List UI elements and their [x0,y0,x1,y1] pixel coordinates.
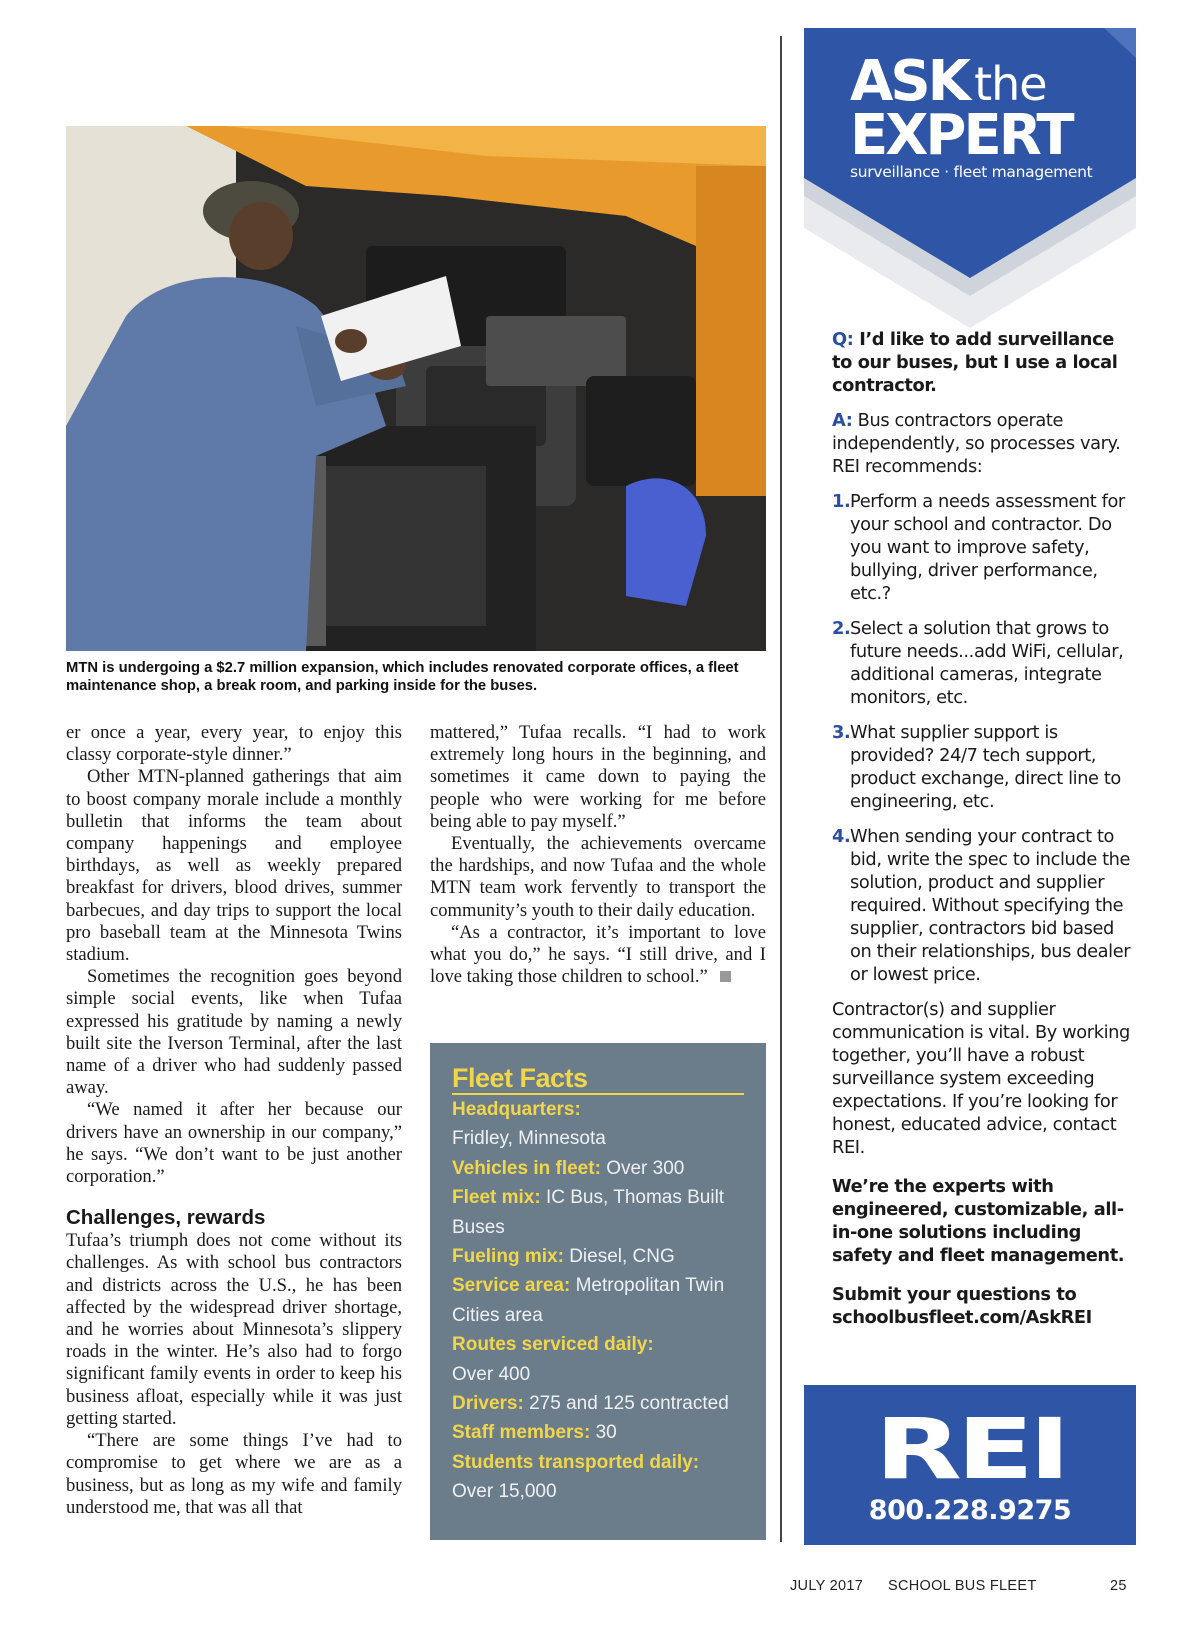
rei-phone-number: 800.228.9275 [868,1495,1072,1526]
rei-logo: REI [874,1400,1066,1498]
footer-publication: SCHOOL BUS FLEET [888,1578,1037,1594]
question-text: I’d like to add surveillance to our buses, but I use a local contractor. [832,329,1118,396]
tagline: We’re the experts with engineered, customizable, all-in-one solutions including safety and fleet management. [832,1176,1125,1266]
recommendation-text: When sending your contract to bid, write the spec to include the solution, product and supplier required. Without specifying the supplier, contractors bid based on their relationships, bus dealer or lowest price. [850,826,1131,985]
recommendation-text: Perform a needs assessment for your school and contractor. Do you want to improve safety, bullying, driver performance, etc.? [850,491,1125,604]
recommendation-number: 3. [832,722,851,743]
recommendation-item [832,825,1132,986]
question [832,328,1132,397]
fleet-fact-item [452,1183,744,1242]
column-divider [780,36,782,1542]
fleet-fact-value: 275 and 125 contracted [529,1393,729,1415]
fleet-fact-label: Staff members: [452,1422,591,1444]
fleet-fact-label: Routes serviced daily: [452,1334,654,1356]
mechanic-photo [66,126,766,651]
banner-expert: EXPERT [850,103,1072,168]
recommendation-list [832,490,1132,986]
paragraph: Eventually, the achievements overcame the hardships, and now Tufaa and the whole MTN team work fervently to transport the community’s youth to their daily education. [430,833,766,921]
footer-page-number: 25 [1110,1578,1127,1594]
paragraph: “There are some things I’ve had to compromise to get where we are as a business, but as long as my wife and family understood me, that was all that [66,1430,402,1518]
fleet-fact-item [452,1389,744,1418]
recommendation-text: Select a solution that grows to future needs...add WiFi, cellular, additional cameras, integrate monitors, etc. [850,618,1124,708]
rei-ad-box [804,1385,1136,1545]
fleet-fact-label: Headquarters: [452,1099,581,1120]
recommendation-number: 4. [832,826,851,847]
paragraph: Tufaa’s triumph does not come without its challenges. As with school bus contractors and districts across the U.S., he has been affected by the widespread driver shortage, and he worries about Minnesota’s slippery roads in the winter. He’s also had to forgo significant family events in order to keep his business afloat, especially while it was just getting started. [66,1230,402,1429]
fleet-fact-value: Over 400 [452,1363,531,1385]
fleet-fact-label: Students transported daily: [452,1451,700,1473]
answer [832,409,1132,478]
fleet-fact-value: Fridley, Minnesota [452,1128,606,1150]
q-label: Q: [832,329,854,350]
fleet-fact-item [452,1242,744,1271]
paragraph: mattered,” Tufaa recalls. “I had to work extremely long hours in the beginning, and sometimes it came down to paying the people who were working for me before being able to pay myself.” [430,722,766,832]
engine-bay-illustration [66,126,766,651]
fleet-fact-item [452,1418,744,1447]
fleet-fact-item [452,1271,744,1330]
fleet-fact-item [452,1330,744,1389]
submit-questions: Submit your questions to schoolbusfleet.com/AskREI [832,1284,1092,1328]
ask-the-expert-content [832,328,1132,1329]
footer-date: JULY 2017 [790,1578,864,1594]
article-column-1 [66,722,402,1519]
photo-caption: MTN is undergoing a $2.7 million expansion, which includes renovated corporate offices, a fleet maintenance shop, a break room, and parking inside for the buses. [66,660,739,694]
banner-ask-word: ASK [850,49,969,114]
end-mark-icon [720,971,731,982]
recommendation-number: 2. [832,618,851,639]
recommendation-number: 1. [832,491,851,512]
fleet-facts-list [452,1095,744,1507]
article-column-2 [430,722,766,988]
banner-the-word: the [974,57,1047,111]
paragraph: “We named it after her because our drivers have an ownership in our company,” he says. “We don’t want to be just another corporation.” [66,1099,402,1188]
paragraph-text: “As a contractor, it’s important to love what you do,” he says. “I still drive, and I love taking those children to school.” [430,921,766,988]
fleet-fact-item [452,1154,744,1183]
fleet-fact-value: IC Bus, Thomas Built Buses [452,1187,725,1238]
fleet-fact-label: Drivers: [452,1393,524,1415]
closing-text: Contractor(s) and supplier communication is vital. By working together, you’ll have a robust surveillance system exceeding expectations. If you’re looking for honest, educated advice, contact REI. [832,999,1130,1158]
fleet-fact-value: Diesel, CNG [569,1246,675,1268]
fleet-fact-value: Over 15,000 [452,1481,557,1503]
fleet-facts-title: Fleet Facts [452,1063,744,1095]
paragraph [430,922,766,989]
fleet-facts-box [430,1043,766,1540]
fleet-fact-value: Over 300 [606,1157,685,1179]
fleet-fact-item [452,1095,744,1154]
paragraph: er once a year, every year, to enjoy this classy corporate-style dinner.” [66,722,402,766]
recommendation-item [832,617,1132,709]
fleet-fact-item [452,1448,744,1507]
recommendation-item [832,721,1132,813]
fleet-fact-label: Fleet mix: [452,1187,541,1209]
fleet-fact-value: 30 [595,1422,617,1444]
paragraph: Other MTN-planned gatherings that aim to boost company morale include a monthly bulletin that informs the team about company happenings and employee birthdays, as well as weekly prepared breakfast for drivers, blood drives, summer barbecues, and day trips to support the local pro baseball team at the Minnesota Twins stadium. [66,766,402,966]
fleet-fact-value: Metropolitan Twin Cities area [452,1275,725,1326]
recommendation-text: What supplier support is provided? 24/7 tech support, product exchange, direct line to engineering, etc. [850,722,1121,812]
answer-text: Bus contractors operate independently, so processes vary. REI recommends: [832,410,1121,477]
recommendation-item [832,490,1132,605]
fleet-fact-label: Service area: [452,1275,571,1297]
a-label: A: [832,410,853,431]
fleet-fact-label: Fueling mix: [452,1246,564,1268]
fleet-fact-label: Vehicles in fleet: [452,1157,601,1179]
paragraph: Sometimes the recognition goes beyond simple social events, like when Tufaa expressed his gratitude by naming a newly built site the Iverson Terminal, after the last name of a driver who had suddenly passed away. [66,966,402,1099]
section-heading: Challenges, rewards [66,1206,266,1230]
banner-subtitle: surveillance · fleet management [850,163,1093,181]
